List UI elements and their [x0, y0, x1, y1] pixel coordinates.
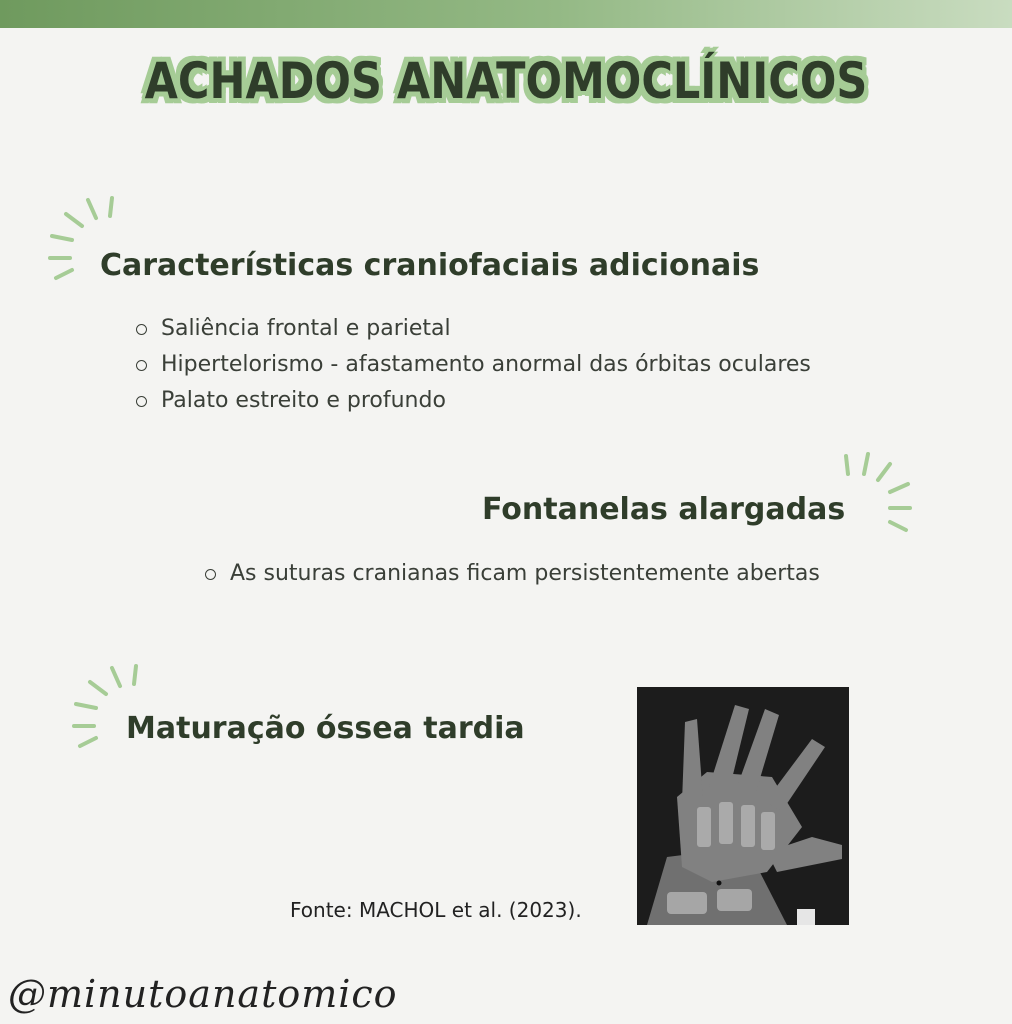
- section-heading-craniofacial: Características craniofaciais adicionais: [100, 248, 760, 283]
- author-handle: @minutoanatomico: [8, 972, 398, 1016]
- craniofacial-list: [134, 311, 811, 419]
- section-heading-fontanelas: Fontanelas alargadas: [482, 492, 846, 527]
- section-heading-maturacao: Maturação óssea tardia: [126, 711, 525, 746]
- hand-xray-image: [637, 687, 849, 925]
- top-gradient-bar: [0, 0, 1012, 28]
- list-item: Palato estreito e profundo: [134, 383, 811, 419]
- fontanelas-list: [203, 556, 820, 592]
- bullet-circle-icon: [136, 360, 147, 371]
- burst-right-icon: [836, 450, 916, 542]
- bullet-circle-icon: [136, 396, 147, 407]
- image-source-caption: Fonte: MACHOL et al. (2023).: [290, 898, 582, 922]
- page-title: ACHADOS ANATOMOCLÍNICOS: [144, 52, 868, 110]
- bullet-circle-icon: [136, 324, 147, 335]
- list-item: As suturas cranianas ficam persistentemente abertas: [203, 556, 820, 592]
- bullet-circle-icon: [205, 569, 216, 580]
- list-item: Hipertelorismo - afastamento anormal das órbitas oculares: [134, 347, 811, 383]
- list-item: Saliência frontal e parietal: [134, 311, 811, 347]
